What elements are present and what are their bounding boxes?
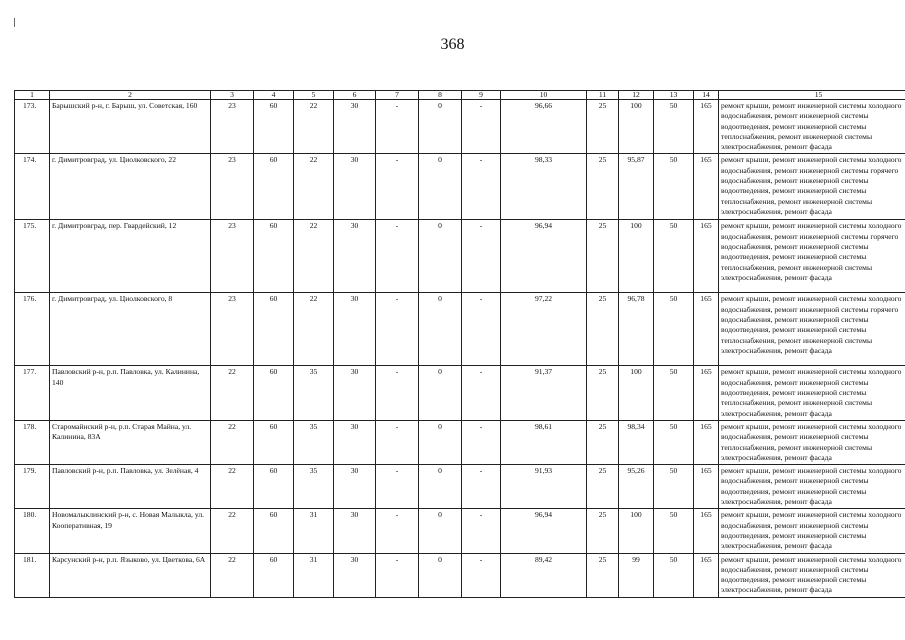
address-cell: г. Димитровград, пер. Гвардейский, 12 — [50, 220, 211, 293]
col12-cell: 100 — [619, 509, 654, 553]
table-row — [15, 154, 905, 220]
header-cell: 15 — [719, 91, 905, 100]
table-row — [15, 420, 905, 464]
col12-cell: 95,87 — [619, 154, 654, 220]
col3-cell: 22 — [211, 366, 254, 420]
row-number: 179. — [15, 465, 50, 509]
col14-cell: 165 — [694, 154, 719, 220]
col11-cell: 25 — [587, 366, 619, 420]
col9-cell: - — [462, 293, 501, 366]
col12-cell: 96,78 — [619, 293, 654, 366]
works-cell: ремонт крыши, ремонт инженерной системы холодного водоснабжения, ремонт инженерной системы водоотведения, ремонт инженерной системы теплоснабжения, ремонт инженерной системы электроснабжения, ремонт фасада — [719, 100, 905, 154]
works-cell: ремонт крыши, ремонт инженерной системы холодного водоснабжения, ремонт инженерной системы горячего водоснабжения, ремонт инженерной системы водоотведения, ремонт инженерной системы теплоснабжения, ремонт инженерной системы электроснабжения, ремонт фасада — [719, 220, 905, 293]
col12-cell: 100 — [619, 100, 654, 154]
address-cell: Павловский р-н, р.п. Павловка, ул. Калинина, 140 — [50, 366, 211, 420]
col12-cell: 100 — [619, 366, 654, 420]
col13-cell: 50 — [654, 420, 694, 464]
col3-cell: 22 — [211, 509, 254, 553]
col13-cell: 50 — [654, 220, 694, 293]
table-row — [15, 509, 905, 553]
col14-cell: 165 — [694, 293, 719, 366]
col10-cell: 91,93 — [501, 465, 587, 509]
col5-cell: 31 — [294, 509, 334, 553]
col4-cell: 60 — [254, 220, 294, 293]
col7-cell: - — [376, 465, 419, 509]
col4-cell: 60 — [254, 420, 294, 464]
row-number: 180. — [15, 509, 50, 553]
works-cell: ремонт крыши, ремонт инженерной системы холодного водоснабжения, ремонт инженерной системы водоотведения, ремонт инженерной системы электроснабжения, ремонт фасада — [719, 553, 905, 597]
col10-cell: 91,37 — [501, 366, 587, 420]
col13-cell: 50 — [654, 100, 694, 154]
header-cell: 14 — [694, 91, 719, 100]
col5-cell: 22 — [294, 100, 334, 154]
header-cell: 12 — [619, 91, 654, 100]
col13-cell: 50 — [654, 154, 694, 220]
row-number: 174. — [15, 154, 50, 220]
col6-cell: 30 — [334, 293, 376, 366]
col5-cell: 22 — [294, 220, 334, 293]
col11-cell: 25 — [587, 465, 619, 509]
col13-cell: 50 — [654, 366, 694, 420]
header-row — [15, 91, 905, 100]
works-cell: ремонт крыши, ремонт инженерной системы холодного водоснабжения, ремонт инженерной системы водоотведения, ремонт инженерной системы электроснабжения, ремонт фасада — [719, 509, 905, 553]
col14-cell: 165 — [694, 553, 719, 597]
col7-cell: - — [376, 154, 419, 220]
col7-cell: - — [376, 366, 419, 420]
header-cell: 3 — [211, 91, 254, 100]
col12-cell: 98,34 — [619, 420, 654, 464]
works-cell: ремонт крыши, ремонт инженерной системы холодного водоснабжения, ремонт инженерной системы теплоснабжения, ремонт инженерной системы электроснабжения, ремонт фасада — [719, 420, 905, 464]
col5-cell: 35 — [294, 465, 334, 509]
col10-cell: 96,66 — [501, 100, 587, 154]
col9-cell: - — [462, 220, 501, 293]
address-cell: Новомалыклинский р-н, с. Новая Малыкла, ул. Кооперативная, 19 — [50, 509, 211, 553]
col4-cell: 60 — [254, 465, 294, 509]
col8-cell: 0 — [419, 100, 462, 154]
col13-cell: 50 — [654, 553, 694, 597]
col3-cell: 23 — [211, 293, 254, 366]
table-row — [15, 100, 905, 154]
row-number: 181. — [15, 553, 50, 597]
page-number: 368 — [440, 36, 465, 53]
col8-cell: 0 — [419, 220, 462, 293]
col8-cell: 0 — [419, 293, 462, 366]
col11-cell: 25 — [587, 154, 619, 220]
col3-cell: 23 — [211, 100, 254, 154]
col9-cell: - — [462, 553, 501, 597]
col10-cell: 89,42 — [501, 553, 587, 597]
col6-cell: 30 — [334, 465, 376, 509]
col5-cell: 35 — [294, 366, 334, 420]
address-cell: Старомайнский р-н, р.п. Старая Майна, ул. Калинина, 83А — [50, 420, 211, 464]
address-cell: г. Димитровград, ул. Циолковского, 22 — [50, 154, 211, 220]
col3-cell: 22 — [211, 465, 254, 509]
col10-cell: 98,33 — [501, 154, 587, 220]
repair-schedule-table — [14, 90, 905, 598]
col7-cell: - — [376, 420, 419, 464]
col13-cell: 50 — [654, 293, 694, 366]
header-cell: 10 — [501, 91, 587, 100]
col9-cell: - — [462, 465, 501, 509]
col7-cell: - — [376, 100, 419, 154]
col11-cell: 25 — [587, 553, 619, 597]
col7-cell: - — [376, 220, 419, 293]
table-row — [15, 220, 905, 293]
col6-cell: 30 — [334, 366, 376, 420]
col3-cell: 23 — [211, 220, 254, 293]
col9-cell: - — [462, 100, 501, 154]
col11-cell: 25 — [587, 100, 619, 154]
col14-cell: 165 — [694, 100, 719, 154]
col7-cell: - — [376, 553, 419, 597]
header-cell: 9 — [462, 91, 501, 100]
col3-cell: 23 — [211, 154, 254, 220]
col5-cell: 22 — [294, 154, 334, 220]
col5-cell: 35 — [294, 420, 334, 464]
col8-cell: 0 — [419, 420, 462, 464]
address-cell: Барышский р-н, г. Барыш, ул. Советская, 160 — [50, 100, 211, 154]
header-cell: 6 — [334, 91, 376, 100]
col9-cell: - — [462, 509, 501, 553]
col5-cell: 22 — [294, 293, 334, 366]
row-number: 177. — [15, 366, 50, 420]
col8-cell: 0 — [419, 509, 462, 553]
row-number: 175. — [15, 220, 50, 293]
header-cell: 8 — [419, 91, 462, 100]
col6-cell: 30 — [334, 509, 376, 553]
col14-cell: 165 — [694, 509, 719, 553]
works-cell: ремонт крыши, ремонт инженерной системы холодного водоснабжения, ремонт инженерной системы водоотведения, ремонт инженерной системы электроснабжения, ремонт фасада — [719, 465, 905, 509]
col8-cell: 0 — [419, 553, 462, 597]
col14-cell: 165 — [694, 366, 719, 420]
col8-cell: 0 — [419, 366, 462, 420]
address-cell: Павловский р-н, р.п. Павловка, ул. Зелёная, 4 — [50, 465, 211, 509]
row-number: 173. — [15, 100, 50, 154]
row-number: 176. — [15, 293, 50, 366]
col4-cell: 60 — [254, 553, 294, 597]
col11-cell: 25 — [587, 220, 619, 293]
header-cell: 7 — [376, 91, 419, 100]
col9-cell: - — [462, 420, 501, 464]
col10-cell: 96,94 — [501, 509, 587, 553]
col10-cell: 98,61 — [501, 420, 587, 464]
col6-cell: 30 — [334, 100, 376, 154]
col11-cell: 25 — [587, 293, 619, 366]
header-cell: 2 — [50, 91, 211, 100]
col12-cell: 99 — [619, 553, 654, 597]
col4-cell: 60 — [254, 100, 294, 154]
table-row — [15, 366, 905, 420]
col8-cell: 0 — [419, 154, 462, 220]
works-cell: ремонт крыши, ремонт инженерной системы холодного водоснабжения, ремонт инженерной системы горячего водоснабжения, ремонт инженерной системы водоотведения, ремонт инженерной системы теплоснабжения, ремонт инженерной системы электроснабжения, ремонт фасада — [719, 154, 905, 220]
table-row — [15, 465, 905, 509]
col4-cell: 60 — [254, 366, 294, 420]
header-cell: 4 — [254, 91, 294, 100]
col3-cell: 22 — [211, 420, 254, 464]
header-cell: 11 — [587, 91, 619, 100]
col14-cell: 165 — [694, 220, 719, 293]
col11-cell: 25 — [587, 509, 619, 553]
col13-cell: 50 — [654, 465, 694, 509]
col13-cell: 50 — [654, 509, 694, 553]
address-cell: г. Димитровград, ул. Циолковского, 8 — [50, 293, 211, 366]
col5-cell: 31 — [294, 553, 334, 597]
col6-cell: 30 — [334, 154, 376, 220]
col9-cell: - — [462, 366, 501, 420]
works-cell: ремонт крыши, ремонт инженерной системы холодного водоснабжения, ремонт инженерной системы горячего водоснабжения, ремонт инженерной системы водоотведения, ремонт инженерной системы теплоснабжения, ремонт инженерной системы электроснабжения, ремонт фасада — [719, 293, 905, 366]
col7-cell: - — [376, 293, 419, 366]
address-cell: Карсунский р-н, р.п. Языково, ул. Цветкова, 6А — [50, 553, 211, 597]
col4-cell: 60 — [254, 293, 294, 366]
col6-cell: 30 — [334, 220, 376, 293]
row-number: 178. — [15, 420, 50, 464]
col4-cell: 60 — [254, 509, 294, 553]
col11-cell: 25 — [587, 420, 619, 464]
col10-cell: 96,94 — [501, 220, 587, 293]
table-row — [15, 553, 905, 597]
header-cell: 5 — [294, 91, 334, 100]
col8-cell: 0 — [419, 465, 462, 509]
col7-cell: - — [376, 509, 419, 553]
col6-cell: 30 — [334, 553, 376, 597]
col9-cell: - — [462, 154, 501, 220]
header-cell: 13 — [654, 91, 694, 100]
col12-cell: 95,26 — [619, 465, 654, 509]
col12-cell: 100 — [619, 220, 654, 293]
col14-cell: 165 — [694, 465, 719, 509]
header-cell: 1 — [15, 91, 50, 100]
works-cell: ремонт крыши, ремонт инженерной системы холодного водоснабжения, ремонт инженерной системы водоотведения, ремонт инженерной системы теплоснабжения, ремонт инженерной системы электроснабжения, ремонт фасада — [719, 366, 905, 420]
col14-cell: 165 — [694, 420, 719, 464]
col4-cell: 60 — [254, 154, 294, 220]
table-row — [15, 293, 905, 366]
col3-cell: 22 — [211, 553, 254, 597]
scan-corner-mark — [14, 18, 15, 27]
col6-cell: 30 — [334, 420, 376, 464]
col10-cell: 97,22 — [501, 293, 587, 366]
